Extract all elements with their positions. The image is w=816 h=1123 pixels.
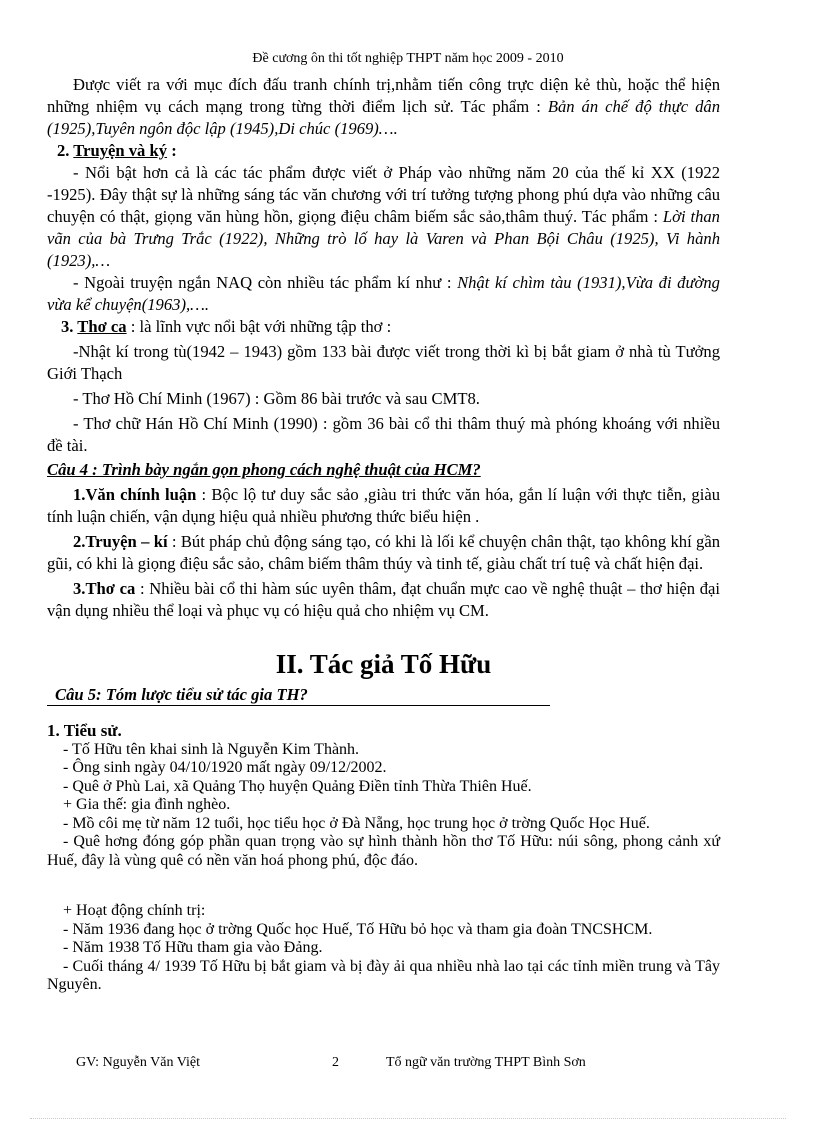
question-5: Câu 5: Tóm lược tiểu sử tác gia TH? <box>47 685 550 706</box>
heading-number: 2. <box>57 141 74 160</box>
heading-poetry <box>47 316 720 338</box>
answer-political-essays <box>47 484 720 528</box>
paragraph-text: - Ngoài truyện ngắn NAQ còn nhiều tác phẩm kí như : <box>73 273 458 292</box>
heading-label: Thơ ca <box>77 317 127 336</box>
bio-line: - Năm 1938 Tố Hữu tham gia vào Đảng. <box>63 939 323 956</box>
paragraph-memoirs <box>47 272 720 316</box>
heading-suffix: : là lĩnh vực nổi bật với những tập thơ : <box>126 317 392 336</box>
heading-number: 3. <box>61 317 78 336</box>
bio-line: - Cuối tháng 4/ 1939 Tố Hữu bị bắt giam và bị đày ải qua nhiều nhà lao tại các tỉnh miền trung và Tây Nguyên. <box>47 957 720 993</box>
paragraph-political-writing <box>47 74 720 140</box>
bio-line: - Quê hơng đóng góp phần quan trọng vào sự hình thành hồn thơ Tố Hữu: núi sông, phong cảnh xứ Huế, đây là vùng quê có nền văn hoá phong phú, độc đáo. <box>47 833 720 869</box>
bio-line: - Mồ côi mẹ từ năm 12 tuổi, học tiểu học ở Đà Nẵng, học trung học ở trờng Quốc Học Huế. <box>63 814 650 832</box>
bio-line: + Hoạt động chính trị: <box>63 902 206 919</box>
biography-section <box>47 722 720 995</box>
question-4: Câu 4 : Trình bày ngắn gọn phong cách nghệ thuật của HCM? <box>47 460 481 479</box>
bio-line: - Quê ở Phù Lai, xã Quảng Thọ huyện Quảng Điền tỉnh Thừa Thiên Huế. <box>63 777 532 795</box>
answer-text: : Bút pháp chủ động sáng tạo, có khi là lối kể chuyện chân thật, tạo không khí gần gũi, có khi là giọng điệu sắc sảo, châm biếm thâm thúy và tinh tế, giàu chất trí tuệ và chất hiện đại. <box>47 532 720 573</box>
section-title: II. Tác giả Tố Hữu <box>275 649 492 679</box>
paragraph-prison-diary: -Nhật kí trong tù(1942 – 1943) gồm 133 bài được viết trong thời kì bị bắt giam ở nhà tù Tưởng Giới Thạch <box>47 342 720 383</box>
answer-poetry <box>47 578 720 622</box>
heading-label: Truyện và ký <box>73 141 168 160</box>
paragraph-hcm-poems: - Thơ Hồ Chí Minh (1967) : Gồm 86 bài trước và sau CMT8. <box>73 389 480 408</box>
answer-label: 1.Văn chính luận <box>73 485 197 504</box>
heading-suffix: : <box>167 141 177 160</box>
paragraph-text: - Nổi bật hơn cả là các tác phẩm được viết ở Pháp vào những năm 20 của thế kỉ XX (1922 -1925). Đây thật sự là những sáng tác văn chương với trí tưởng tượng phong phú dựa vào những câu chuyện có thật, giọng văn hùng hồn, giọng điệu châm biếm sắc sảo,thâm thuý. Tác phẩm : <box>47 163 720 226</box>
works-list: Nhật kí chìm tàu (1931),Vừa đi đường vừa kể chuyện(1963),…. <box>47 273 720 314</box>
biography-heading: 1. Tiểu sử. <box>47 721 122 740</box>
paragraph-text: Được viết ra với mục đích đấu tranh chính trị,nhằm tiến công trực diện kẻ thù, hoặc thể hiện những nhiệm vụ cách mạng trong từng thời điểm lịch sử. Tác phẩm : <box>47 75 720 116</box>
answer-text: : Bộc lộ tư duy sắc sảo ,giàu tri thức văn hóa, gắn lí luận với thực tiễn, giàu tính luận chiến, vận dụng hiệu quả nhiều phương thức biểu hiện . <box>47 485 721 526</box>
bio-line: - Tố Hữu tên khai sinh là Nguyễn Kim Thành. <box>63 740 360 758</box>
heading-stories <box>47 140 720 162</box>
works-list: Lời than vãn của bà Trưng Trắc (1922), Những trò lố hay là Varen và Phan Bội Châu (1925), Vi hành (1923),… <box>47 207 720 270</box>
answer-label: 2.Truyện – kí <box>73 532 168 551</box>
works-list: Bản án chế độ thực dân (1925),Tuyên ngôn độc lập (1945),Di chúc (1969)…. <box>47 97 720 138</box>
page-bottom-border <box>30 1118 786 1119</box>
paragraph-stories <box>47 162 720 272</box>
page-header: Đề cương ôn thi tốt nghiệp THPT năm học 2009 - 2010 <box>252 51 564 66</box>
footer-page-number: 2 <box>332 1055 339 1070</box>
paragraph-han-poems: - Thơ chữ Hán Hồ Chí Minh (1990) : gồm 36 bài cổ thi thâm thuý mà phóng khoáng với nhiều đề tài. <box>47 414 720 455</box>
answer-text: : Nhiều bài cổ thi hàm súc uyên thâm, đạt chuẩn mực cao về nghệ thuật – thơ hiện đại vận dụng nhiều thể loại và phục vụ có hiệu quả cho nhiệm vụ CM. <box>47 579 720 620</box>
answer-stories <box>47 531 720 575</box>
bio-line: - Ông sinh ngày 04/10/1920 mất ngày 09/12/2002. <box>63 759 387 776</box>
document-body <box>47 74 720 995</box>
bio-line: + Gia thế: gia đình nghèo. <box>63 796 231 813</box>
bio-line: - Năm 1936 đang học ở trờng Quốc học Huế, Tố Hữu bỏ học và tham gia đoàn TNCSHCM. <box>63 920 653 938</box>
answer-label: 3.Thơ ca <box>73 579 136 598</box>
footer-teacher: GV: Nguyễn Văn Việt <box>76 1055 200 1070</box>
footer-department: Tổ ngữ văn trường THPT Bình Sơn <box>386 1055 586 1070</box>
